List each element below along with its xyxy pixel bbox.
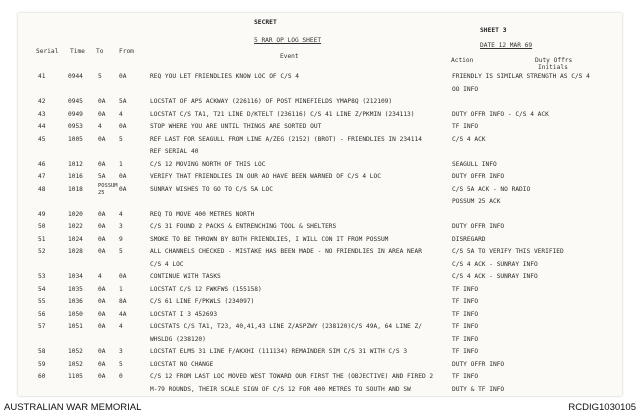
entry-event: LOCSTAT C/S TA1, T21 LINE D/KTELT (236116) C/S 41 LINE Z/PKMIN (234113) (150, 110, 415, 118)
entry-event: REF LAST FOR SEAGULL FROM LINE A/ZEG (2152) (BROT) - FRIENDLIES IN 234114 (150, 135, 422, 143)
entry-event: WHSLDG (238120) (150, 335, 206, 343)
column-header-time: Time (70, 48, 85, 55)
entry-event: LOCSTAT OF APS ACKWAY (226116) OF POST MINEFIELDS YMAP8Q (212109) (150, 98, 393, 105)
entry-from: 0A (119, 185, 127, 193)
entry-event: SUNRAY WISHES TO GO TO C/S 5A LOC (150, 185, 273, 193)
entry-time: 1036 (68, 298, 83, 305)
entry-from: 0A (119, 173, 127, 180)
entry-serial: 42 (38, 98, 46, 105)
entry-serial: 57 (38, 323, 46, 330)
page-number-stamp: SHEET 3 (480, 27, 507, 34)
entry-event: REF SERIAL 40 (150, 148, 199, 155)
entry-from: 5 (119, 248, 123, 255)
entry-time: 1020 (68, 210, 83, 218)
entry-serial: 53 (38, 273, 46, 280)
entry-to: 0A (98, 210, 106, 218)
entry-serial: 54 (38, 285, 46, 293)
entry-time: 1012 (68, 160, 83, 168)
entry-to: 0A (98, 285, 106, 293)
column-header-duty: Duty Offrs (535, 57, 573, 64)
entry-time: 1005 (68, 135, 83, 143)
entry-from: 3 (119, 348, 123, 355)
entry-to: 0A (98, 348, 106, 355)
entry-event: LOCSTAT C/S 12 FWKFWS (155158) (150, 285, 262, 293)
entry-to: 5 (98, 73, 102, 80)
entry-to: 0A (98, 223, 106, 230)
entry-time: 1022 (68, 223, 83, 230)
entry-to: 5A (98, 173, 106, 180)
entry-to: 0A (98, 360, 106, 368)
entry-action: TF INFO (452, 335, 479, 343)
entry-to: POSSUM 25 (98, 182, 118, 196)
entry-from: 9 (119, 235, 123, 243)
entry-serial: 50 (38, 223, 46, 230)
entry-time: 1051 (68, 323, 83, 330)
entry-action: DUTY & TF INFO (452, 385, 505, 393)
entry-action: C/S 5A ACK - NO RADIO (452, 185, 531, 193)
entry-serial: 51 (38, 235, 46, 243)
entry-action: C/S 4 ACK - SUNRAY INFO (452, 273, 538, 280)
entry-action: FRIENDLY IS SIMILAR STRENGTH AS C/S 4 (452, 73, 590, 80)
entry-from: 5 (119, 360, 123, 368)
entry-event: C/S 31 FOUND 2 PACKS & ENTRENCHING TOOL & SHELTERS (150, 223, 337, 230)
entry-serial: 41 (38, 73, 46, 80)
entry-time: 1052 (68, 348, 83, 355)
column-header-from: From (119, 48, 134, 55)
entry-serial: 55 (38, 298, 46, 305)
entry-action: TF INFO (452, 373, 479, 380)
entry-from: 0 (119, 373, 123, 380)
entry-time: 0944 (68, 73, 83, 80)
entry-event: VERIFY THAT FRIENDLIES IN OUR AO HAVE BEEN WARNED OF C/S 4 LOC (150, 173, 381, 180)
entry-event: LOCSTAT NO CHANGE (150, 360, 214, 368)
entry-action: DUTY OFFR INFO (452, 223, 505, 230)
entry-to: 4 (98, 123, 102, 130)
entry-event: C/S 12 MOVING NORTH OF THIS LOC (150, 160, 266, 168)
entry-to: 0A (98, 323, 106, 330)
entry-from: 0A (119, 123, 127, 130)
entry-to: 0A (98, 373, 106, 380)
entry-action: OO INFO (452, 85, 479, 93)
entry-from: 1 (119, 160, 123, 168)
entry-serial: 58 (38, 348, 46, 355)
entry-action: POSSUM 25 ACK (452, 198, 501, 205)
entry-time: 0953 (68, 123, 83, 130)
entry-event: LOCSTAT I 3 452693 (150, 310, 218, 318)
entry-serial: 59 (38, 360, 46, 368)
entry-serial: 56 (38, 310, 46, 318)
entry-action: DUTY OFFR INFO (452, 360, 505, 368)
entry-serial: 44 (38, 123, 46, 130)
entry-serial: 45 (38, 135, 46, 143)
entry-event: C/S 12 FROM LAST LOC MOVED WEST TOWARD OUR FIRST THE (OBJECTIVE) AND FIRED 2 (150, 373, 434, 380)
entry-action: TF INFO (452, 123, 479, 130)
entry-action: SEAGULL INFO (452, 160, 497, 168)
entry-time: 1105 (68, 373, 83, 380)
entry-action: TF INFO (452, 348, 479, 355)
entry-serial: 49 (38, 210, 46, 218)
column-header-serial: Serial (36, 48, 59, 55)
entry-action: TF INFO (452, 323, 479, 330)
entry-from: 4 (119, 210, 123, 218)
entry-serial: 48 (38, 185, 46, 193)
entry-to: 0A (98, 235, 106, 243)
entry-action: C/S 5A TO VERIFY THIS VERIFIED (452, 248, 564, 255)
entry-from: 4 (119, 110, 123, 118)
entry-action: C/S 4 ACK - SUNRAY INFO (452, 260, 538, 268)
entry-to: 0A (98, 110, 106, 118)
classification-stamp: SECRET (254, 19, 277, 26)
entry-time: 0945 (68, 98, 83, 105)
entry-time: 1028 (68, 248, 83, 255)
entry-to: 0A (98, 98, 106, 105)
entry-to: 0A (98, 310, 106, 318)
entry-to: 0A (98, 160, 106, 168)
sheet-date: DATE 12 MAR 69 (480, 42, 533, 49)
entry-serial: 43 (38, 110, 46, 118)
entry-time: 1052 (68, 360, 83, 368)
entry-time: 1035 (68, 285, 83, 293)
entry-action: TF INFO (452, 310, 479, 318)
entry-to: 0A (98, 298, 106, 305)
entry-serial: 47 (38, 173, 46, 180)
footer-source: AUSTRALIAN WAR MEMORIAL (4, 402, 142, 413)
log-sheet (18, 13, 622, 396)
entry-time: 1024 (68, 235, 83, 243)
entry-action: TF INFO (452, 285, 479, 293)
column-header-to: To (96, 48, 104, 55)
column-header-action: Action (451, 57, 474, 64)
entry-from: 4 (119, 323, 123, 330)
entry-event: STOP WHERE YOU ARE UNTIL THINGS ARE SORTED OUT (150, 123, 322, 130)
entry-event: LOCSTAT ELMS 31 LINE F/AKXHI (111134) REMAINDER SIM C/S 31 WITH C/S 3 (150, 348, 408, 355)
entry-event: REQ YOU LET FRIENDLIES KNOW LOC OF C/S 4 (150, 73, 300, 80)
entry-time: 1018 (68, 185, 83, 193)
footer-reference: RCDIG1030105 (568, 402, 636, 413)
entry-time: 1050 (68, 310, 83, 318)
entry-event: REQ TO MOVE 400 METRES NORTH (150, 210, 255, 218)
entry-from: 0A (119, 73, 127, 80)
entry-from: 4A (119, 310, 127, 318)
entry-event: CONTINUE WITH TASKS (150, 273, 221, 280)
entry-action: TF INFO (452, 298, 479, 305)
column-header-event: Event (280, 53, 299, 60)
entry-action: C/S 4 ACK (452, 135, 486, 143)
sheet-title: 5 RAR OP LOG SHEET (254, 37, 322, 44)
entry-to: 0A (98, 248, 106, 255)
entry-event: LOCSTATS C/S TA1, T23, 40,41,43 LINE Z/ASPZWY (238120)C/S 49A, 64 LINE Z/ (150, 323, 422, 330)
entry-from: 5 (119, 135, 123, 143)
entry-from: 1 (119, 285, 123, 293)
entry-serial: 52 (38, 248, 46, 255)
entry-from: 8A (119, 298, 127, 305)
entry-from: 5A (119, 98, 127, 105)
entry-event: C/S 61 LINE F/PKWLS (234097) (150, 298, 255, 305)
entry-to: 0A (98, 135, 106, 143)
entry-time: 0949 (68, 110, 83, 118)
entry-time: 1016 (68, 173, 83, 180)
entry-action: DUTY OFFR INFO - C/S 4 ACK (452, 110, 549, 118)
entry-from: 0A (119, 273, 127, 280)
entry-action: DUTY OFFR INFO (452, 173, 505, 180)
entry-event: C/S 4 LOC (150, 260, 184, 268)
entry-event: M-79 ROUNDS, THEIR SCALE SIGN OF C/S 12 FOR 400 METRES TO SOUTH AND SW (150, 385, 411, 393)
entry-to: 4 (98, 273, 102, 280)
entry-serial: 46 (38, 160, 46, 168)
entry-serial: 60 (38, 373, 46, 380)
entry-from: 3 (119, 223, 123, 230)
entry-event: SMOKE TO BE THROWN BY BOTH FRIENDLIES, I WILL CON IT FROM POSSUM (150, 235, 389, 243)
column-header-initials: Initials (538, 64, 568, 71)
entry-time: 1034 (68, 273, 83, 280)
entry-event: ALL CHANNELS CHECKED - MISTAKE HAS BEEN MADE - NO FRIENDLIES IN AREA NEAR (150, 248, 422, 255)
entry-action: DISREGARD (452, 235, 486, 243)
